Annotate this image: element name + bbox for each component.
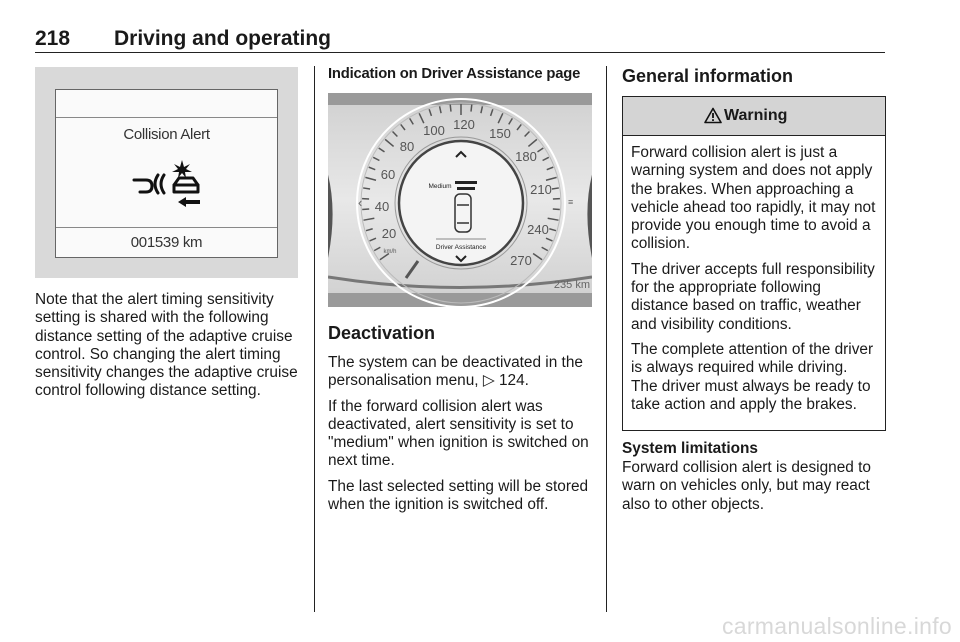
figure-caption: Indication on Driver Assistance page [328, 66, 581, 82]
warning-paragraph: Forward collision alert is just a warning system and does not apply the brakes. When approaching a vehicle ahead too rapidly, it may not provide you enough time to avoid a collision. [631, 144, 876, 253]
gauge-tick [552, 188, 559, 189]
speed-tick-label: 210 [530, 182, 552, 197]
menu-icon: ≡ [568, 197, 574, 207]
paragraph-text: The system can be deactivated in the personalisation menu, [328, 354, 583, 390]
column-divider-2 [606, 66, 607, 612]
page-number: 218 [35, 27, 71, 50]
speed-tick-label: 60 [380, 167, 396, 182]
section-heading: General information [622, 66, 794, 86]
divider-line [56, 227, 277, 228]
subheading: System limitations [622, 440, 758, 457]
speed-tick-label: 240 [527, 222, 549, 237]
odometer: 001539 km [130, 234, 203, 251]
warning-header [623, 97, 885, 136]
chevron-left-icon: ‹ [358, 195, 363, 210]
gauge-tick [471, 105, 472, 112]
page-reference-icon: ▷ [482, 372, 495, 390]
warning-paragraph: The complete attention of the driver is always required while driving. The driver must always be ready to take action and apply the brakes. [631, 340, 874, 413]
gauge-tick [450, 105, 451, 112]
speed-tick-label: 100 [423, 123, 445, 138]
warning-label: Warning [724, 107, 788, 124]
warning-paragraph: The driver accepts full responsibility for the appropriate following distance based on traffic, weather and visibility conditions. [631, 260, 875, 333]
speed-tick-label: 40 [374, 199, 390, 214]
speed-tick-label: 80 [399, 139, 415, 154]
collision-alert-figure [35, 67, 298, 278]
col3-text [622, 459, 888, 521]
page-reference: 124. [498, 372, 529, 390]
warning-box [622, 96, 886, 431]
odometer: 235 km [553, 279, 590, 291]
speed-tick-label: 270 [510, 253, 532, 268]
speed-tick-label: 150 [489, 126, 511, 141]
cluster-display [55, 89, 278, 258]
paragraph: The last selected setting will be stored when the ignition is switched off. [328, 477, 589, 514]
divider-line [56, 117, 277, 118]
warning-triangle-icon [704, 107, 722, 124]
speed-tick-label: 180 [515, 149, 537, 164]
paragraph: Note that the alert timing sensitivity setting is shared with the following distance setting of the adaptive cruise control. So changing the alert timing sensitivity changes the adaptive cruise control following distance setting. [35, 291, 298, 400]
alert-title: Collision Alert [123, 126, 210, 143]
driver-assistance-gauge-figure [328, 93, 592, 307]
page-header [35, 26, 885, 53]
col2-text [328, 354, 594, 521]
paragraph: Forward collision alert is designed to warn on vehicles only, but may react also to other objects. [622, 459, 871, 513]
col1-text [35, 291, 301, 408]
speed-unit: km/h [383, 249, 397, 255]
sensitivity-label: Medium [428, 183, 452, 190]
paragraph [328, 354, 594, 391]
collision-alert-icon [130, 160, 210, 210]
watermark: carmanualsonline.info [721, 613, 952, 639]
driver-assistance-label: Driver Assistance [435, 244, 487, 251]
paragraph: If the forward collision alert was deactivated, alert sensitivity is set to "medium" when ignition is switched on next time. [328, 397, 589, 470]
page-title: Driving and operating [114, 27, 332, 50]
column-divider-1 [314, 66, 315, 612]
speed-tick-label: 20 [381, 226, 397, 241]
section-heading: Deactivation [328, 323, 436, 343]
speed-tick-label: 120 [453, 117, 475, 132]
gauge-tick [363, 188, 370, 189]
